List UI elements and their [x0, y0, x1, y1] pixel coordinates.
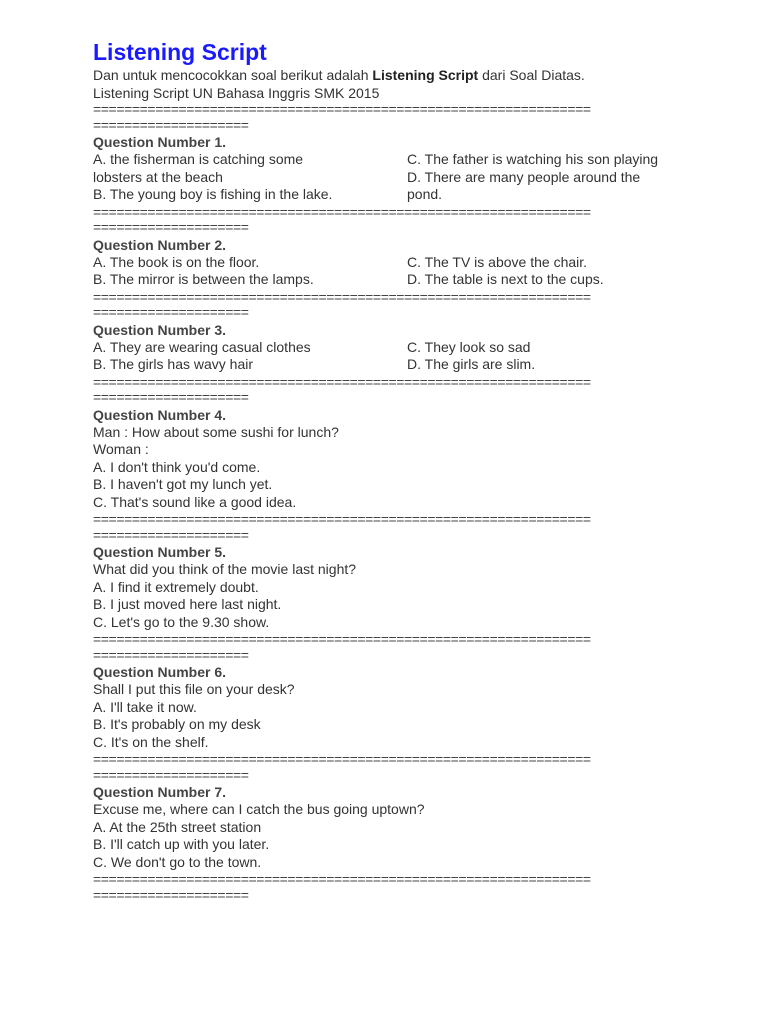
option-text: D. The table is next to the cups. — [407, 271, 604, 287]
separator-long: ================================================================ — [93, 373, 591, 390]
option-text: A. At the 25th street station — [93, 818, 262, 835]
separator-short: ==================== — [93, 304, 249, 320]
option-text: B. The mirror is between the lamps. — [93, 271, 314, 287]
intro-prefix: Dan untuk mencocokkan soal berikut adalah — [93, 67, 373, 83]
options-left — [93, 254, 407, 289]
option-text: B. I just moved here last night. — [93, 596, 282, 612]
separator-short: ==================== — [93, 219, 249, 235]
option-text: A. They are wearing casual clothes — [93, 338, 311, 355]
question-3 — [93, 321, 683, 374]
options-right — [407, 151, 683, 204]
question-title: Question Number 1. — [93, 134, 227, 150]
options-right — [407, 339, 683, 374]
separator-short: ==================== — [93, 116, 249, 133]
question-title: Question Number 5. — [93, 544, 227, 560]
option-text: C. Let's go to the 9.30 show. — [93, 613, 270, 630]
question-7 — [93, 783, 683, 871]
question-line: Shall I put this file on your desk? — [93, 681, 295, 697]
option-text: C. It's on the shelf. — [93, 733, 209, 750]
question-6 — [93, 663, 683, 751]
option-text: C. We don't go to the town. — [93, 853, 262, 870]
option-text: B. I'll catch up with you later. — [93, 836, 270, 852]
intro-bold: Listening Script — [372, 67, 479, 83]
option-text: A. The book is on the floor. — [93, 253, 260, 270]
separator-long: ================================================================ — [93, 101, 591, 117]
option-text: C. They look so sad — [407, 338, 531, 355]
question-line: Man : How about some sushi for lunch? — [93, 423, 339, 440]
question-title: Question Number 6. — [93, 664, 227, 680]
intro-suffix: dari Soal Diatas. — [478, 67, 585, 83]
option-text: B. The young boy is fishing in the lake. — [93, 186, 333, 202]
option-text: B. The girls has wavy hair — [93, 356, 254, 372]
separator-long: ================================================================ — [93, 751, 591, 767]
question-1 — [93, 133, 683, 204]
option-text: A. I find it extremely doubt. — [93, 578, 259, 595]
separator-long: ================================================================ — [93, 511, 591, 527]
separator-short: ==================== — [93, 886, 249, 903]
question-line: Excuse me, where can I catch the bus going uptown? — [93, 801, 425, 817]
question-line: Woman : — [93, 441, 149, 457]
document-content — [93, 37, 683, 903]
options-right — [407, 254, 683, 289]
option-text: C. The father is watching his son playing — [407, 151, 659, 167]
question-4 — [93, 406, 683, 512]
question-title: Question Number 2. — [93, 236, 227, 253]
option-text: A. I don't think you'd come. — [93, 458, 261, 475]
option-text: pond. — [407, 186, 443, 202]
question-title: Question Number 7. — [93, 784, 227, 800]
question-title: Question Number 3. — [93, 321, 227, 338]
intro-line-1 — [93, 67, 683, 85]
question-5 — [93, 543, 683, 631]
separator-long: ================================================================ — [93, 288, 591, 305]
question-line: What did you think of the movie last night? — [93, 561, 357, 577]
separator-short: ==================== — [93, 766, 249, 783]
options-left — [93, 151, 407, 204]
options-left — [93, 339, 407, 374]
option-text: B. I haven't got my lunch yet. — [93, 476, 273, 492]
question-2 — [93, 236, 683, 289]
option-text: A. I'll take it now. — [93, 698, 197, 715]
separator-short: ==================== — [93, 389, 249, 405]
separator-long: ================================================================ — [93, 203, 591, 220]
option-text: D. The girls are slim. — [407, 356, 536, 372]
page-title: Listening Script — [93, 39, 267, 65]
option-text: D. There are many people around the — [407, 168, 641, 185]
separator-short: ==================== — [93, 646, 249, 663]
option-text: C. The TV is above the chair. — [407, 253, 588, 270]
intro-line-2: Listening Script UN Bahasa Inggris SMK 2015 — [93, 84, 380, 101]
separator-short: ==================== — [93, 526, 249, 543]
option-text: lobsters at the beach — [93, 168, 223, 185]
option-text: A. the fisherman is catching some — [93, 151, 304, 167]
option-text: B. It's probably on my desk — [93, 716, 261, 732]
question-title: Question Number 4. — [93, 406, 227, 423]
separator-long: ================================================================ — [93, 631, 591, 647]
option-text: C. That's sound like a good idea. — [93, 493, 297, 510]
separator-long: ================================================================ — [93, 871, 591, 887]
